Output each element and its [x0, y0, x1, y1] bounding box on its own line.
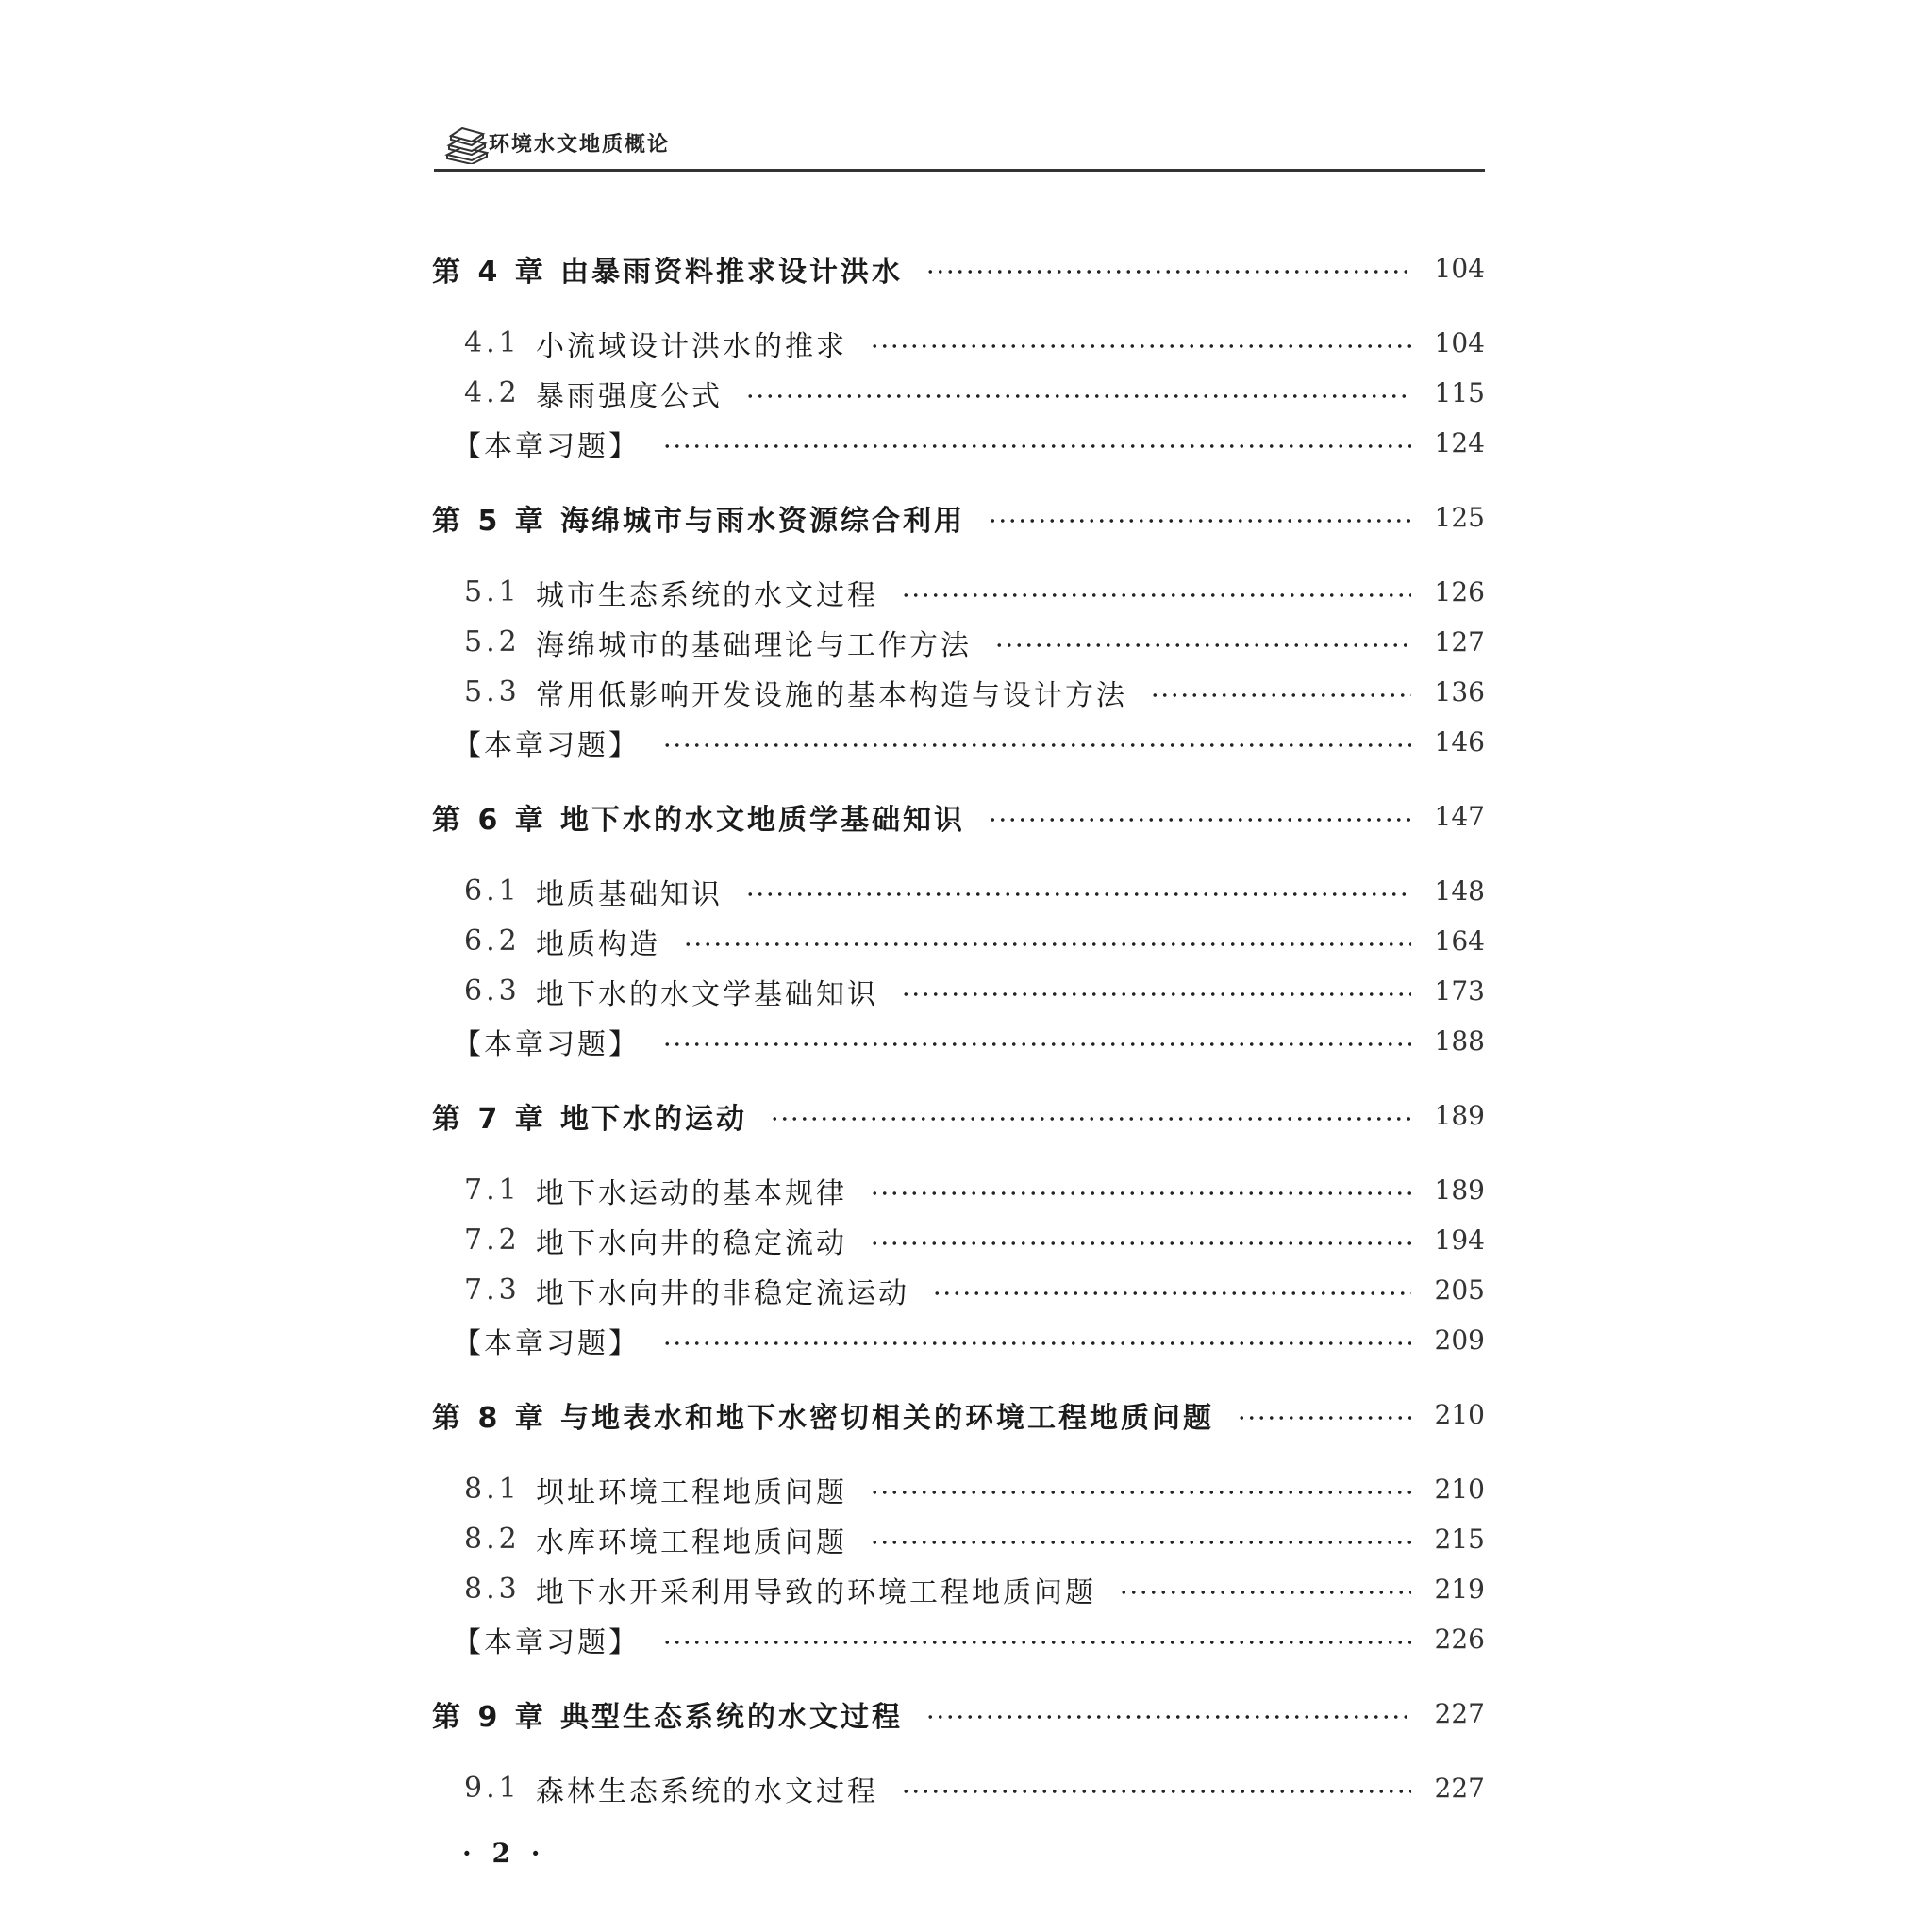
exercise-title: 【本章习题】	[453, 1326, 640, 1360]
chapter-title: 海绵城市与雨水资源综合利用	[560, 504, 965, 538]
chapter-title: 地下水的水文地质学基础知识	[560, 803, 965, 837]
page-number: 210	[1434, 1399, 1485, 1430]
chapter-number: 第 6 章	[432, 803, 547, 837]
section-number: 5.2	[464, 625, 521, 658]
toc-exercises-8[interactable]	[432, 1614, 1485, 1664]
toc-section-5-2[interactable]	[432, 617, 1485, 667]
page-number: 194	[1434, 1224, 1485, 1256]
dot-leader	[770, 1117, 1411, 1121]
page-number: 219	[1434, 1574, 1485, 1605]
toc-section-4-2[interactable]	[432, 368, 1485, 418]
chapter-number: 第 8 章	[432, 1401, 547, 1435]
page-number: 210	[1434, 1474, 1485, 1505]
toc-section-6-1[interactable]	[432, 866, 1485, 916]
section-title: 常用低影响开发设施的基本构造与设计方法	[536, 678, 1127, 712]
toc-section-4-1[interactable]	[432, 318, 1485, 368]
toc-chapter-7[interactable]	[432, 1091, 1485, 1141]
toc-chapter-6[interactable]	[432, 791, 1485, 841]
section-number: 5.3	[464, 675, 521, 708]
dot-leader	[988, 818, 1411, 822]
section-title: 暴雨强度公式	[536, 379, 723, 413]
toc-section-5-1[interactable]	[432, 567, 1485, 617]
dot-leader	[988, 519, 1411, 523]
section-number: 5.1	[464, 575, 521, 608]
page-number: 209	[1434, 1324, 1485, 1356]
section-title: 地下水向井的非稳定流运动	[536, 1276, 909, 1310]
toc-chapter-5[interactable]	[432, 492, 1485, 542]
book-title: 环境水文地质概论	[489, 133, 671, 157]
toc-section-8-2[interactable]	[432, 1514, 1485, 1564]
chapter-title: 地下水的运动	[560, 1102, 747, 1136]
dot-leader	[901, 1790, 1411, 1793]
dot-leader	[925, 1715, 1411, 1719]
page-number: 146	[1434, 726, 1485, 758]
page-number: 104	[1434, 253, 1485, 284]
section-number: 6.1	[464, 874, 521, 908]
dot-leader	[901, 593, 1411, 597]
page-number: 164	[1434, 925, 1485, 957]
section-number: 8.1	[464, 1473, 521, 1506]
toc-section-8-3[interactable]	[432, 1564, 1485, 1614]
toc-section-9-1[interactable]	[432, 1763, 1485, 1813]
section-number: 9.1	[464, 1772, 521, 1805]
chapter-title: 典型生态系统的水文过程	[560, 1700, 903, 1734]
section-title: 地质基础知识	[536, 877, 723, 911]
chapter-number: 第 7 章	[432, 1102, 547, 1136]
dot-leader	[662, 1341, 1411, 1345]
exercise-title: 【本章习题】	[453, 1625, 640, 1659]
toc-section-6-3[interactable]	[432, 966, 1485, 1016]
dot-leader	[662, 743, 1411, 747]
section-title: 森林生态系统的水文过程	[536, 1774, 878, 1808]
page-number: 125	[1434, 502, 1485, 533]
toc-exercises-7[interactable]	[432, 1315, 1485, 1365]
page-number: 189	[1434, 1174, 1485, 1206]
page-folio: · 2 ·	[462, 1838, 546, 1869]
section-number: 7.1	[464, 1174, 521, 1207]
table-of-contents	[432, 243, 1485, 1813]
section-title: 地下水运动的基本规律	[536, 1176, 847, 1210]
chapter-title: 由暴雨资料推求设计洪水	[560, 255, 903, 289]
exercise-title: 【本章习题】	[453, 728, 640, 762]
section-title: 坝址环境工程地质问题	[536, 1475, 847, 1509]
toc-section-6-2[interactable]	[432, 916, 1485, 966]
page-number: 226	[1434, 1624, 1485, 1655]
exercise-title: 【本章习题】	[453, 429, 640, 463]
chapter-title: 与地表水和地下水密切相关的环境工程地质问题	[560, 1401, 1214, 1435]
page-number: 126	[1434, 576, 1485, 608]
page-number: 124	[1434, 427, 1485, 458]
page-number: 189	[1434, 1100, 1485, 1131]
section-title: 地质构造	[536, 927, 660, 961]
toc-chapter-4[interactable]	[432, 243, 1485, 293]
section-title: 地下水开采利用导致的环境工程地质问题	[536, 1575, 1096, 1609]
section-number: 6.3	[464, 974, 521, 1008]
toc-chapter-8[interactable]	[432, 1390, 1485, 1440]
dot-leader	[901, 992, 1411, 996]
dot-leader	[1119, 1591, 1411, 1594]
toc-chapter-9[interactable]	[432, 1689, 1485, 1739]
section-title: 海绵城市的基础理论与工作方法	[536, 628, 972, 662]
dot-leader	[662, 444, 1411, 448]
section-title: 地下水向井的稳定流动	[536, 1226, 847, 1260]
chapter-number: 第 9 章	[432, 1700, 547, 1734]
section-number: 4.1	[464, 326, 521, 359]
section-number: 7.2	[464, 1224, 521, 1257]
dot-leader	[1237, 1416, 1411, 1420]
dot-leader	[870, 1491, 1411, 1494]
toc-section-7-2[interactable]	[432, 1215, 1485, 1265]
section-title: 水库环境工程地质问题	[536, 1525, 847, 1559]
section-number: 4.2	[464, 376, 521, 409]
dot-leader	[994, 643, 1411, 647]
dot-leader	[1150, 693, 1411, 697]
page-number: 188	[1434, 1025, 1485, 1057]
dot-leader	[662, 1042, 1411, 1046]
page-number: 115	[1434, 377, 1485, 408]
section-title: 小流域设计洪水的推求	[536, 329, 847, 363]
section-number: 8.3	[464, 1573, 521, 1606]
section-number: 8.2	[464, 1523, 521, 1556]
page-number: 127	[1434, 626, 1485, 658]
header-rule	[434, 169, 1485, 172]
toc-section-8-1[interactable]	[432, 1464, 1485, 1514]
dot-leader	[925, 270, 1411, 274]
toc-section-5-3[interactable]	[432, 667, 1485, 717]
dot-leader	[745, 892, 1411, 896]
toc-exercises-4[interactable]	[432, 418, 1485, 468]
page-number: 148	[1434, 875, 1485, 907]
toc-exercises-5[interactable]	[432, 717, 1485, 767]
page-number: 215	[1434, 1524, 1485, 1555]
dot-leader	[745, 394, 1411, 398]
dot-leader	[870, 1191, 1411, 1195]
page-number: 136	[1434, 676, 1485, 708]
page-number: 104	[1434, 327, 1485, 358]
section-title: 城市生态系统的水文过程	[536, 578, 878, 612]
dot-leader	[662, 1641, 1411, 1644]
running-header	[434, 121, 1485, 174]
page-number: 147	[1434, 801, 1485, 832]
books-stack-icon	[443, 126, 489, 164]
section-number: 7.3	[464, 1274, 521, 1307]
chapter-number: 第 4 章	[432, 255, 547, 289]
exercise-title: 【本章习题】	[453, 1027, 640, 1061]
toc-exercises-6[interactable]	[432, 1016, 1485, 1066]
section-number: 6.2	[464, 924, 521, 958]
section-title: 地下水的水文学基础知识	[536, 977, 878, 1011]
toc-section-7-3[interactable]	[432, 1265, 1485, 1315]
dot-leader	[870, 1541, 1411, 1544]
page-number: 173	[1434, 975, 1485, 1007]
page-number: 227	[1434, 1698, 1485, 1729]
page-number: 227	[1434, 1773, 1485, 1804]
chapter-number: 第 5 章	[432, 504, 547, 538]
page-number: 205	[1434, 1274, 1485, 1306]
dot-leader	[870, 1241, 1411, 1245]
toc-section-7-1[interactable]	[432, 1165, 1485, 1215]
dot-leader	[683, 942, 1411, 946]
dot-leader	[870, 344, 1411, 348]
dot-leader	[932, 1291, 1411, 1295]
